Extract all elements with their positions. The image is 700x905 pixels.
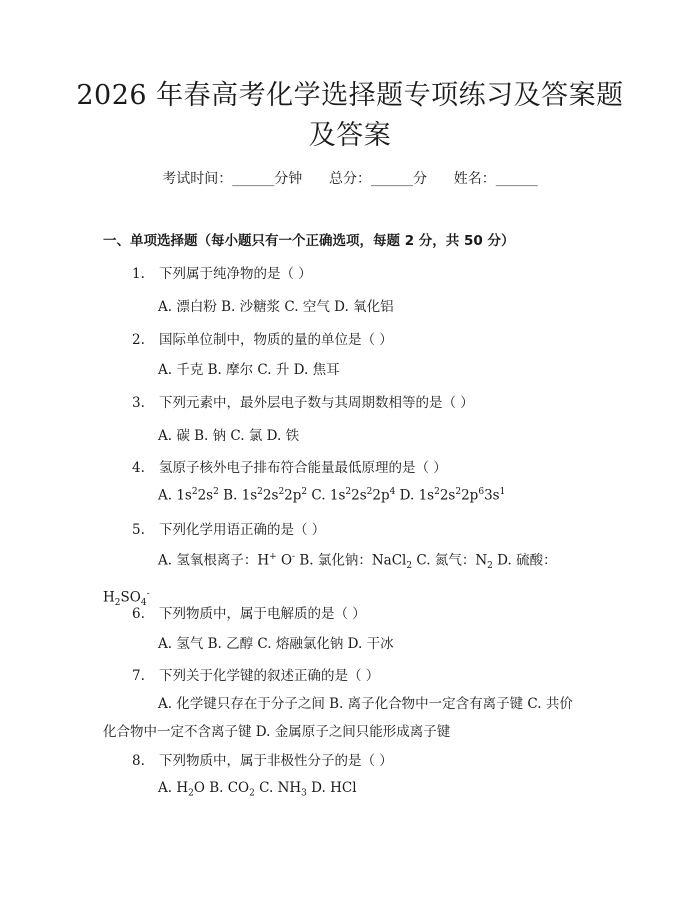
question-stem: 下列元素中，最外层电子数与其周期数相等的是（ ） [159,395,474,411]
question-1 [132,262,312,282]
section-heading: 一、单项选择题（每小题只有一个正确选项，每题 2 分，共 50 分） [103,233,515,249]
question-number: 3. [132,395,145,411]
question-number: 8. [132,753,145,769]
question-2 [132,328,393,348]
page-title [60,76,640,156]
question-number: 6. [132,606,145,622]
question-stem: 氢原子核外电子排布符合能量最低原理的是（ ） [159,460,447,476]
question-1-options: A. 漂白粉 B. 沙糖浆 C. 空气 D. 氧化铝 [158,299,394,315]
question-4 [132,456,447,476]
question-7-options-line-1: A. 化学键只存在于分子之间 B. 离子化合物中一定含有离子键 C. 共价 [158,696,573,712]
question-stem: 下列物质中，属于电解质的是（ ） [159,606,366,622]
title-line-1: 2026 年春高考化学选择题专项练习及答案题 [76,80,624,111]
question-7 [132,664,379,684]
question-6-options: A. 氢气 B. 乙醇 C. 熔融氯化钠 D. 干冰 [158,636,394,652]
question-6 [132,602,366,622]
question-number: 7. [132,668,145,684]
question-2-options: A. 千克 B. 摩尔 C. 升 D. 焦耳 [158,362,340,378]
question-7-options-line-2: 化合物中一定不含离子键 D. 金属原子之间只能形成离子键 [103,724,451,740]
question-5 [132,518,325,538]
question-number: 4. [132,460,145,476]
question-stem: 国际单位制中，物质的量的单位是（ ） [159,332,393,348]
title-line-2: 及答案 [308,120,392,151]
question-3 [132,391,474,411]
question-4-options: A. $1s^22s^2$ B. $1s^22s^22p^2$ C. $1s^22s^22p^4$ D. $1s^22s^22p^63s^1$ [158,487,506,504]
question-stem: 下列物质中，属于非极性分子的是（ ） [159,753,393,769]
question-stem: 下列属于纯净物的是（ ） [159,266,312,282]
question-7-options [103,690,595,746]
question-stem: 下列化学用语正确的是（ ） [159,522,326,538]
question-number: 1. [132,266,145,282]
exam-info-line: 考试时间：______分钟 总分：______分 姓名：______ [162,171,538,187]
question-3-options: A. 碳 B. 钠 C. 氯 D. 铁 [158,428,300,444]
question-8-options: A. $H_2O$ B. $CO_2$ C. $NH_3$ D. HCl [158,780,357,799]
question-8 [132,749,393,769]
question-number: 2. [132,332,145,348]
question-number: 5. [132,522,145,538]
question-stem: 下列关于化学键的叙述正确的是（ ） [159,668,380,684]
question-5-options: A. 氢氧根离子：H+ O- B. 氯化钠：NaCl$_2$ C. 氮气：$N_2$ D. 硫酸： $H_2SO_4^-$ [103,552,557,609]
